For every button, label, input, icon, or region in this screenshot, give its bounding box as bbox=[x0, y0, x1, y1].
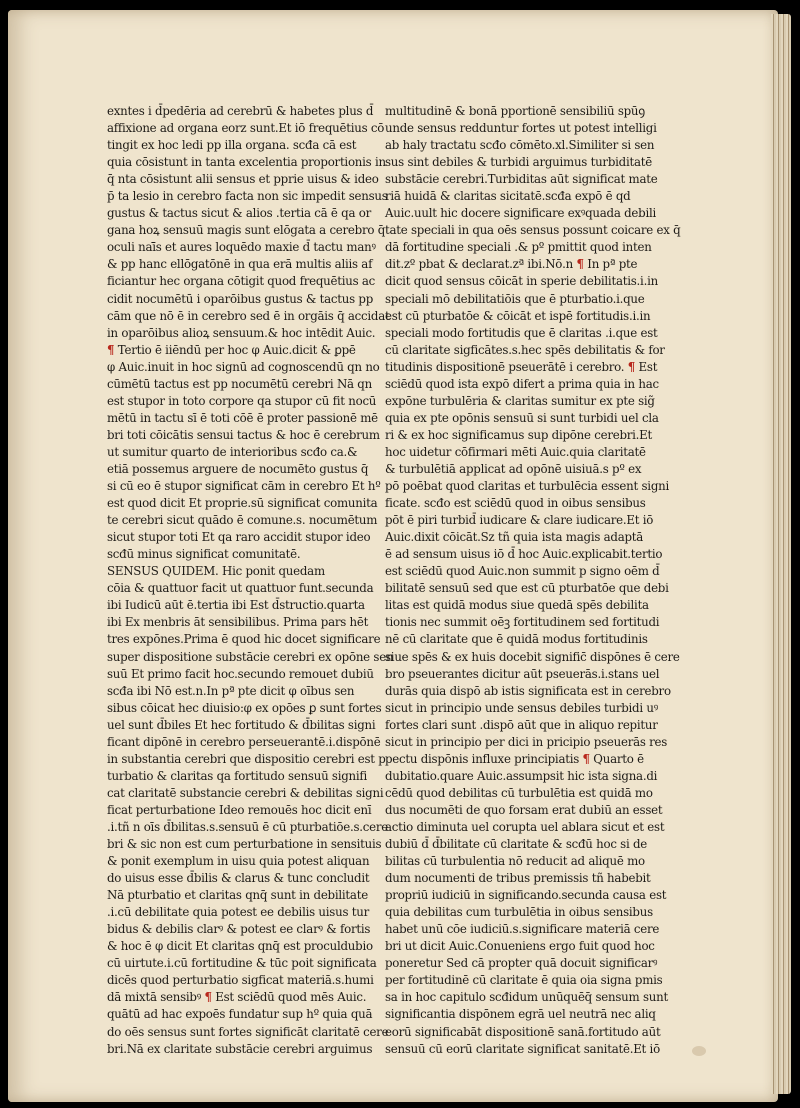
left-column-line: tingit ex hoc ledi pp illa organa. scđa cā est bbox=[107, 138, 357, 153]
right-column-line: dum nocumenti de tribus premissis tñ habebit bbox=[385, 871, 651, 886]
left-column-line: sicut stupor toti Et qa raro accidit stupor ideo bbox=[107, 530, 371, 545]
left-column-line: ficant dipōnē in cerebro perseuerantē.i.dispōnē bbox=[107, 734, 381, 749]
right-column-line: speciali mō debilitatiōis que ē pturbatio.i.que bbox=[385, 291, 645, 306]
left-column-line: in oparōibus alioꝝ sensuum.& hoc intēdit Auic. bbox=[107, 325, 376, 340]
right-column-line: ficate. scđo est sciēdū quod in oibus sensibus bbox=[385, 496, 646, 511]
right-column-line: eorū significabāt dispositionē sanā.fortitudo aūt bbox=[385, 1024, 661, 1039]
left-column-line: cūmētū tactus est pp nocumētū cerebri Nā qn bbox=[107, 376, 372, 391]
right-column-line: riā huidā & claritas sicitatē.scđa expō ē qd bbox=[385, 189, 631, 204]
right-column-line: sicut in principio unde sensus debiles turbidi uꝰ bbox=[385, 700, 658, 715]
right-column-line: est cū pturbatōe & cōicāt et ispē fortitudis.i.in bbox=[385, 308, 651, 323]
right-column-line: ab haly tractatu scđo cōmēto.xl.Similiter si sen bbox=[385, 138, 655, 153]
right-column-line: siue spēs & ex huis docebit signific̄ dispōnes ē cere bbox=[385, 649, 680, 664]
right-column-line: sa in hoc capitulo scđidum unūquēq̄ sensum sunt bbox=[385, 990, 668, 1005]
left-column-line: p̄ ta lesio in cerebro facta non sic impedit sensus bbox=[107, 189, 388, 204]
right-column-line: unde sensus redduntur fortes ut potest intelligi bbox=[385, 121, 657, 136]
right-column-line: per fortitudinē cū claritate ē quia oia signa pmis bbox=[385, 973, 663, 988]
left-column-line: cām que nō ē in cerebro sed ē in orgāis q̄ accidat bbox=[107, 308, 390, 323]
left-column-line: cat claritatē substancie cerebri & debilitas signi bbox=[107, 785, 384, 800]
left-column-line: est stupor in toto corpore qa stupor cū fit nocū bbox=[107, 393, 377, 408]
right-column-line: propriū iudiciū in significando.secunda causa est bbox=[385, 888, 667, 903]
right-column-line: dicit quod sensus cōicāt in sperie debilitatis.i.in bbox=[385, 274, 658, 289]
right-column-line: Auic.uult hic docere significare exꝰquada debili bbox=[385, 206, 657, 221]
right-column-line: bilitas cū turbulentia nō reducit ad aliquē mo bbox=[385, 854, 645, 869]
right-column-line: multitudinē & bonā pportionē sensibiliū spūꝯ bbox=[385, 104, 645, 118]
left-column-line: & hoc ē φ dicit Et claritas qnq̄ est proculdubio bbox=[107, 939, 373, 954]
left-column-line: suū Et primo facit hoc.secundo remouet dubiū bbox=[107, 666, 374, 681]
left-column-line: bri & sic non est cum perturbatione in sensituis bbox=[107, 837, 382, 852]
right-text-column bbox=[385, 103, 681, 1058]
right-column-line: dubiū d̄ d̄bilitate cū claritate & scđū hoc si de bbox=[385, 837, 648, 852]
paper-stain bbox=[692, 1046, 706, 1056]
left-column-line: q̄ nta cōsistunt alii sensus et pprie uisus & ideo bbox=[107, 172, 379, 187]
paragraph-mark: ¶ bbox=[576, 257, 584, 272]
right-column-line: speciali modo fortitudis que ē claritas .i.que est bbox=[385, 325, 658, 340]
left-column-line: dicēs quod perturbatio sigficat materiā.s.humi bbox=[107, 973, 374, 988]
right-column-line: hoc uidetur cōfirmari mēti Auic.quia claritatē bbox=[385, 444, 646, 459]
left-column-line: bri toti cōicātis sensui tactus & hoc ē cerebrum bbox=[107, 427, 380, 442]
right-column-line: dus nocumēti de quo forsam erat dubiū an esset bbox=[385, 802, 663, 817]
right-column-line: quia ex pte opōnis sensuū si sunt turbidi uel cla bbox=[385, 410, 659, 425]
right-column-line: quia debilitas cum turbulētia in oibus sensibus bbox=[385, 905, 653, 920]
right-column-line: bri ut dicit Auic.Conueniens ergo fuit quod hoc bbox=[385, 939, 655, 954]
left-column-line: oculi naī̄s et aures loquēdo maxie d̄ tactu manꝰ bbox=[107, 240, 376, 255]
right-column-line: & turbulētiā applicat ad opōnē uisiuā.s pº ex bbox=[385, 461, 642, 476]
right-column-line: est sciēdū quod Auic.non summit p signo oēm d̄ bbox=[385, 564, 660, 579]
left-column-line: mētū in tactu sī ē toti cōē ē proter passionē mē bbox=[107, 410, 378, 425]
right-column-line: Auic.dixit cōicāt.Sz tñ quia ista magis adaptā bbox=[385, 530, 644, 545]
left-column-line: affixione ad organa eorz sunt.Et iō frequētius cō bbox=[107, 121, 385, 136]
right-column-line: fortes clari sunt .dispō aūt que in aliquo repitur bbox=[385, 717, 658, 732]
paragraph-mark: ¶ bbox=[204, 990, 212, 1005]
right-column-line: sciēdū quod ista expō difert a prima quia in hac bbox=[385, 376, 659, 391]
right-column-line: tionis nec summit oēꝫ fortitudinem sed fortitudi bbox=[385, 615, 660, 630]
right-column-line: ē ad sensum uisus iō d̄ hoc Auic.explicabit.tertio bbox=[385, 547, 663, 562]
right-column-line: bro pseuerantes dicitur aūt pseuerās.i.stans uel bbox=[385, 666, 660, 681]
left-column-line: super dispositione substācie cerebri ex opōne sen bbox=[107, 649, 394, 664]
right-column-line: litas est quidā modus siue quedā spēs debilita bbox=[385, 598, 649, 613]
left-column-line: exntes i d̄pedēria ad cerebrū & habetes plus d̄ bbox=[107, 104, 374, 118]
left-column-line: quia cōsistunt in tanta excelentia proportionis in bbox=[107, 155, 386, 170]
left-column-line: cū uirtute.i.cū fortitudine & tūc poit significata bbox=[107, 956, 377, 971]
page-edges bbox=[771, 14, 791, 1094]
right-column-line: poneretur Sed cā propter quā docuit significarꝰ bbox=[385, 956, 658, 971]
right-column-line: pectu dispōnis influxe principiatis ¶ Quarto ē bbox=[385, 751, 644, 766]
left-column-line: do uisus esse d̄bilis & clarus & tunc concludit bbox=[107, 871, 370, 886]
right-column-line: titudinis dispositionē pseuerātē i cerebro. ¶ bbox=[385, 359, 636, 374]
paragraph-mark: ¶ bbox=[107, 342, 115, 357]
left-column-line: turbatio & claritas qa fortitudo sensuū signifi bbox=[107, 768, 368, 783]
left-column-line: gana hoꝝ sensuū magis sunt elōgata a cerebro q̄ bbox=[107, 223, 386, 238]
left-column-line: uel sunt d̄biles Et hec fortitudo & d̄bilitas signi bbox=[107, 717, 376, 732]
left-column-line: & ponit exemplum in uisu quia potest aliquan bbox=[107, 854, 370, 869]
left-column-line: ibi Iudicū aūt ē.tertia ibi Est d̄structio.quarta bbox=[107, 598, 365, 613]
right-column-line: expōne turbulēria & claritas sumitur ex pte sig̃ bbox=[385, 393, 655, 408]
right-column-line: pō poēbat quod claritas et turbulēcia essent signi bbox=[385, 479, 669, 494]
left-column-line: SENSUS QUIDEM. Hic ponit quedam bbox=[107, 564, 325, 579]
paragraph-mark: ¶ bbox=[582, 751, 590, 766]
left-column-line: scđū minus significat comunitatē. bbox=[107, 547, 301, 562]
right-column-line: nē cū claritate que ē quidā modus fortitudinis bbox=[385, 632, 648, 647]
left-column-line: ¶ Tertio ē iiēndū per hoc φ Auic.dicit & ꝑpē bbox=[107, 342, 356, 357]
right-column-line: habet unū cōe iudiciū.s.significare materiā cere bbox=[385, 922, 660, 937]
left-column-line: sibus cōicat hec diuisio:φ ex opōes ꝑ sunt fortes bbox=[107, 700, 382, 715]
right-column-line: dā fortitudine speciali .& pº pmittit quod inten bbox=[385, 240, 652, 255]
right-column-line: durās quia dispō ab istis significata est in cerebro bbox=[385, 683, 671, 698]
right-column-line: pōt ē piri turbid̄ iudicare & clare iudicare.Et iō bbox=[385, 513, 654, 528]
left-column-line: ibi Ex menbris āt sensibilibus. Prima pars hēt bbox=[107, 615, 369, 630]
left-column-line: cidit nocumētū i oparōibus gustus & tactus pp bbox=[107, 291, 374, 306]
left-column-line: do oēs sensus sunt fortes significāt claritatē cere bbox=[107, 1024, 389, 1039]
right-column-line: cēdū quod debilitas cū turbulētia est quidā mo bbox=[385, 785, 653, 800]
left-column-line: in substantia cerebri que dispositio cerebri est p bbox=[107, 751, 386, 766]
left-column-line: .i.cū debilitate quia potest ee debilis uisus tur bbox=[107, 905, 369, 920]
left-column-line: etiā possemus arguere de nocumēto gustus q̄ bbox=[107, 461, 369, 476]
left-column-line: φ Auic.inuit in hoc signū ad cognoscendū qn no bbox=[107, 359, 380, 374]
right-column-line: ri & ex hoc significamus sup dipōne cerebri.Et bbox=[385, 427, 653, 442]
right-column-line: sus sint debiles & turbidi arguimus turbiditatē bbox=[385, 155, 652, 170]
left-column-line: quātū ad hac expoēs fundatur sup hº quia quā bbox=[107, 1007, 373, 1022]
left-column-line: & pp hanc ellōgatōnē in qua erā multis aliis af bbox=[107, 257, 373, 272]
left-column-line: est quod dicit Et proprie.sū significat comunita bbox=[107, 496, 378, 511]
left-column-line: tres expōnes.Prima ē quod hic docet significare bbox=[107, 632, 381, 647]
left-column-line: dā mixtā sensibꝰ ¶ Est sciēdū quod mēs Auic. bbox=[107, 990, 367, 1005]
left-column-line: ut sumitur quarto de interioribus scđo ca.& bbox=[107, 444, 358, 459]
right-column-line: sicut in principio per dici in pricipio pseuerās res bbox=[385, 734, 668, 749]
paragraph-mark: ¶ bbox=[627, 359, 636, 374]
right-column-line: bilitatē sensuū sed que est cū pturbatōe que debi bbox=[385, 581, 669, 596]
left-column-line: ficiantur hec organa cōtigit quod frequētius ac bbox=[107, 274, 376, 289]
right-column-line: dit.zº pbat & declarat.zª ibi.Nō.n ¶ In pª pte bbox=[385, 257, 638, 272]
left-column-line: cōia & quattuor facit ut quattuor funt.secunda bbox=[107, 581, 374, 596]
right-column-line: cū claritate sigficātes.s.hec spēs debilitatis & for bbox=[385, 342, 665, 357]
left-column-line: Nā pturbatio et claritas qnq̄ sunt in debilitate bbox=[107, 888, 368, 903]
left-column-line: si cū eo ē stupor significat cām in cerebro Et hº bbox=[107, 479, 381, 494]
right-column-line: dubitatio.quare Auic.assumpsit hic ista signa.di bbox=[385, 768, 658, 783]
right-column-line: actio diminuta uel corupta uel ablara sicut et est bbox=[385, 819, 665, 834]
right-column-line: substācie cerebri.Turbiditas aūt significat mate bbox=[385, 172, 658, 187]
left-text-column bbox=[107, 103, 394, 1058]
left-column-line: gustus & tactus sicut & alios .tertia cā ē qa or bbox=[107, 206, 371, 221]
left-column-line: ficat perturbatione Ideo remouēs hoc dicit enī bbox=[107, 802, 372, 817]
right-column-line: tate speciali in qua oēs sensus possunt coicare ex q̄ bbox=[385, 223, 681, 238]
right-column-line: sensuū cū eorū claritate significat sanitatē.Et iō bbox=[385, 1041, 660, 1056]
left-column-line: .i.tñ n oīs d̄bilitas.s.sensuū ē cū pturbatiōe.s.cere bbox=[107, 819, 388, 834]
left-column-line: bidus & debilis clarꝰ & potest ee clarꝰ & fortis bbox=[107, 922, 371, 937]
left-column-line: te cerebri sicut quādo ē comune.s. nocumētum bbox=[107, 513, 378, 528]
left-column-line: scđa ibi Nō est.n.In pª pte dicit φ oībus sen bbox=[107, 683, 355, 698]
left-column-line: bri.Nā ex claritate substācie cerebri arguimus bbox=[107, 1041, 373, 1056]
right-column-line: significantia dispōnem egrā uel neutrā nec aliq bbox=[385, 1007, 656, 1022]
